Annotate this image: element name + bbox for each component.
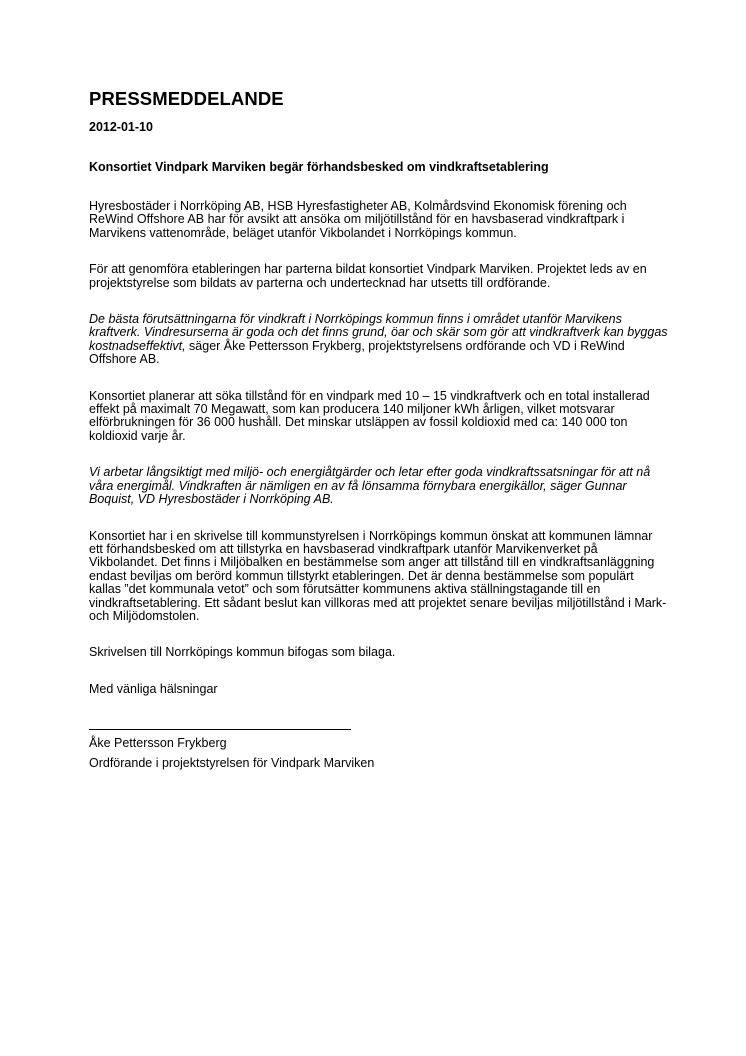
signature-name: Åke Pettersson Frykberg xyxy=(89,736,227,751)
press-release-page xyxy=(89,88,669,772)
quote-text: De bästa förutsättningarna för vindkraft i Norrköpings kommun finns i området utanför Marvikens kraftverk. Vindresurserna är goda och det finns grund, öar och skär som gör att vindkraftverk kan byggas kostnadseffektivt, xyxy=(89,312,668,353)
document-heading: Konsortiet Vindpark Marviken begär förhandsbesked om vindkraftsetablering xyxy=(89,160,549,174)
closing-greeting: Med vänliga hälsningar xyxy=(89,681,218,696)
document-date: 2012-01-10 xyxy=(89,120,153,134)
paragraph-4: Konsortiet planerar att söka tillstånd för en vindpark med 10 – 15 vindkraftverk och en total installerad effekt på maximalt 70 Megawatt, som kan producera 140 miljoner kWh årligen, vilket motsvarar elförbrukningen för 36 000 hushåll. Det minskar utsläppen av fossil koldioxid med ca: 140 000 ton koldioxid varje år. xyxy=(89,388,650,443)
paragraph-6: Konsortiet har i en skrivelse till kommunstyrelsen i Norrköpings kommun önskat att kommunen lämnar ett förhandsbesked om att tillstyrka en havsbaserad vindkraftpark utanför Marvikenverket på Vikbolandet. Det finns i Miljöbalken en bestämmelse som anger att tillstånd till en vindkraftsanläggning endast beviljas om berörd kommun tillstyrkt etableringen. Det är denna bestämmelse som populärt kallas ”det kommunala vetot” och som förutsätter kommunens aktiva ställningstagande till en vindkraftsetablering. Ett sådant beslut kan villkoras med att projektet senare beviljas miljötillstånd i Mark- och Miljödomstolen. xyxy=(89,528,667,623)
paragraph-1: Hyresbostäder i Norrköping AB, HSB Hyresfastigheter AB, Kolmårdsvind Ekonomisk förening och ReWind Offshore AB har för avsikt att ansöka om miljötillstånd för en havsbaserad vindkraftpark i Marvikens vattenområde, beläget utanför Vikbolandet i Norrköpings kommun. xyxy=(89,199,627,240)
signature-line xyxy=(89,729,351,730)
document-title: PRESSMEDDELANDE xyxy=(89,88,284,109)
signature-role: Ordförande i projektstyrelsen för Vindpark Marviken xyxy=(89,756,375,771)
paragraph-7: Skrivelsen till Norrköpings kommun bifogas som bilaga. xyxy=(89,645,396,660)
paragraph-5: Vi arbetar långsiktigt med miljö- och energiåtgärder och letar efter goda vindkraftssatsningar för att nå våra energimål. Vindkraften är nämligen en av få lönsamma förnybara energikällor, säger Gunnar Boquist, VD Hyresbostäder i Norrköping AB. xyxy=(89,465,651,507)
paragraph-2: För att genomföra etableringen har parterna bildat konsortiet Vindpark Marviken. Projektet leds av en projektstyrelse som bildats av parterna och undertecknad har utsetts till ordförande. xyxy=(89,262,647,290)
quote-attribution: säger Åke Pettersson Frykberg, projektstyrelsens ordförande och VD i ReWind Offshore AB. xyxy=(89,338,625,367)
paragraph-3 xyxy=(89,313,669,367)
